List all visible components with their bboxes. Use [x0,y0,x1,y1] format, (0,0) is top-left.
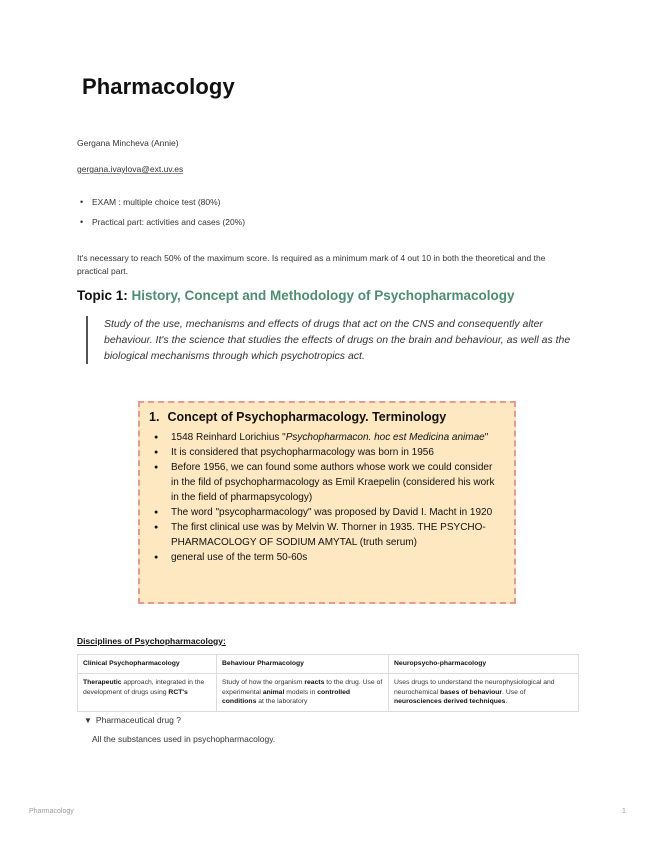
slide-item-thorner: ● The first clinical use was by Melvin W. Thorner in 1935. THE PSYCHO-PHARMACOLOGY OF SODIUM AMYTAL (truth serum) [150,520,500,550]
slide-item-born-1956: ● It is considered that psychopharmacology was born in 1956 [150,445,500,460]
cell-text: at the laboratory [256,698,308,705]
toggle-content: All the substances used in psychopharmacology. [92,734,276,744]
bold-text: reacts [304,679,325,686]
table-cell-neuro [389,674,579,712]
bold-text: controlled conditions [222,688,351,705]
evaluation-item-practical: • Practical part: activities and cases (20%) [77,216,245,236]
cell-text: to the drug. Use of experimental [222,679,383,696]
page-title: Pharmacology [82,74,235,99]
table-row [78,674,579,712]
author-email-link[interactable]: gergana.ivaylova@ext.uv.es [77,164,184,174]
slide-item-quote-end: " [484,432,489,443]
bold-text: neurosciences derived techniques [394,698,506,705]
cell-text: approach, integrated in the development of drugs using [83,679,205,696]
triangle-down-icon[interactable]: ▼ [84,716,92,725]
evaluation-list [77,196,245,236]
cell-text: . Use of [502,688,526,696]
slide-item-lorichius [150,430,500,445]
topic-heading [77,288,515,303]
definition-quote [86,316,584,364]
cell-text: Study of how the organism [222,679,305,686]
page-number: 1 [622,808,626,815]
disciplines-heading: Disciplines of Psychopharmacology: [77,636,226,646]
table-header-row [78,655,579,674]
cell-text: . [505,698,508,705]
footer-title: Pharmacology [29,808,74,815]
author-name: Gergana Mincheva (Annie) [77,138,179,148]
slide-item-text: 1548 Reinhard Lorichius " [171,432,286,443]
bold-text: animal [262,688,285,696]
table-header-cell: Neuropsycho-pharmacology [389,655,579,674]
bold-text: Therapeutic [83,679,122,686]
cell-text: models in [284,688,318,696]
evaluation-item-exam: • EXAM : multiple choice test (80%) [77,196,245,216]
slide-image [138,401,516,604]
slide-heading-number: 1. [149,410,160,424]
slide-item-macht: ● The word "psycopharmacology" was proposed by David I. Macht in 1920 [150,505,500,520]
cell-text: Uses drugs to understand the neurophysiological and neurochemical [394,679,555,696]
slide-heading [149,410,446,424]
topic-prefix: Topic 1: [77,288,132,303]
table-cell-behaviour [217,674,389,712]
disciplines-table [77,654,579,712]
slide-list [150,430,500,565]
slide-item-general-use: ● general use of the term 50-60s [150,550,500,565]
table-cell-clinical [78,674,217,712]
definition-text: Study of the use, mechanisms and effects of drugs that act on the CNS and consequently alter behaviour. It's the science that studies the effects of drugs on the brain and behaviour, as well as the biological mechanisms through which psychotropics act. [104,318,571,362]
table-header-cell: Clinical Psychopharmacology [78,655,217,674]
topic-title: History, Concept and Methodology of Psychopharmacology [131,288,515,303]
requirement-text: It's necessary to reach 50% of the maximum score. Is required as a minimum mark of 4 out 10 in both the theoretical and the practical part. [77,253,546,276]
table-header-cell: Behaviour Pharmacology [217,655,389,674]
slide-heading-text: Concept of Psychopharmacology. Terminology [167,410,447,424]
toggle-label: Pharmaceutical drug ? [95,715,181,725]
toggle-pharmaceutical-drug[interactable] [84,715,181,725]
bold-text: bases of behaviour [440,688,503,696]
slide-item-italic-title: Psychopharmacon. hoc est Medicina animae [285,432,485,443]
slide-item-before-1956: ● Before 1956, we can found some authors whose work we could consider in the fild of psychopharmacology as Emil Kraepelin (considered his work in the field of pharmapsycology) [150,460,500,505]
bold-text: RCT's [168,688,188,696]
